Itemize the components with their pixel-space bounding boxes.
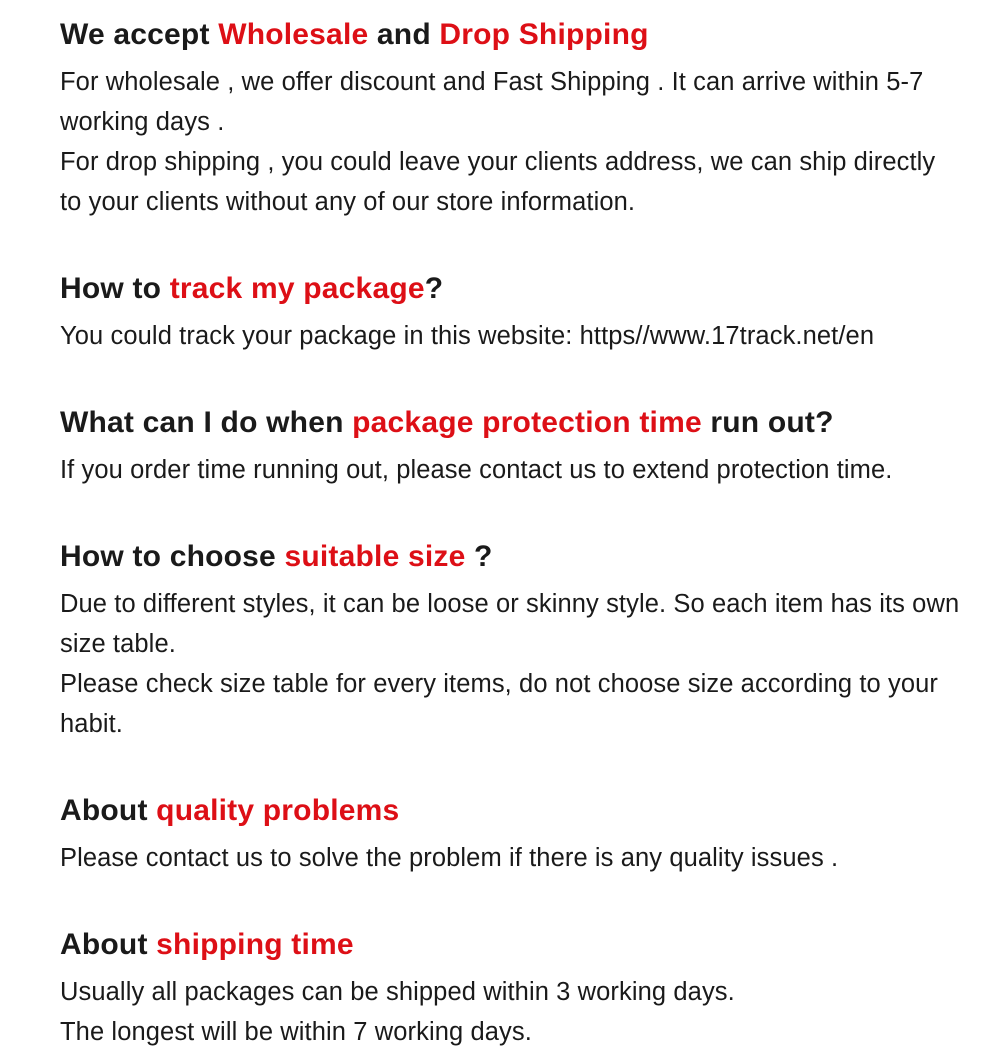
body-line: The longest will be within 7 working days. (60, 1018, 532, 1046)
heading-part: ? (424, 272, 444, 305)
heading-part-highlight: package protection time (352, 406, 702, 439)
section-heading (60, 268, 960, 310)
body-line: Please check size table for every items, do not choose size according to your (60, 670, 938, 698)
faq-section-shipping-time (60, 924, 960, 1052)
section-heading (60, 402, 960, 444)
body-line: If you order time running out, please contact us to extend protection time. (60, 456, 893, 484)
heading-part: About (60, 794, 157, 827)
heading-part: and (368, 18, 440, 51)
heading-part: About (60, 928, 157, 961)
faq-section-protection (60, 402, 960, 490)
body-line-tracking-url: You could track your package in this website: https//www.17track.net/en (60, 322, 875, 350)
faq-section-size (60, 536, 960, 744)
heading-part-highlight: track my package (169, 272, 425, 305)
heading-part-highlight: Drop Shipping (439, 18, 649, 51)
section-heading (60, 790, 960, 832)
body-line: size table. (60, 630, 176, 658)
body-line: working days . (60, 108, 225, 136)
heading-part-highlight: suitable size (284, 540, 466, 573)
heading-part: We accept (60, 18, 219, 51)
heading-part: How to (60, 272, 170, 305)
section-heading (60, 14, 960, 56)
faq-section-wholesale (60, 14, 960, 222)
heading-part: ? (465, 540, 493, 573)
body-line: For wholesale , we offer discount and Fast Shipping . It can arrive within 5-7 (60, 68, 924, 96)
faq-section-quality (60, 790, 960, 878)
faq-section-tracking (60, 268, 960, 356)
body-line: habit. (60, 710, 123, 738)
body-line: For drop shipping , you could leave your clients address, we can ship directly (60, 148, 936, 176)
body-line: to your clients without any of our store information. (60, 188, 636, 216)
section-heading (60, 536, 960, 578)
body-line: Due to different styles, it can be loose or skinny style. So each item has its own (60, 590, 960, 618)
heading-part-highlight: Wholesale (218, 18, 369, 51)
heading-part: What can I do when (60, 406, 353, 439)
body-line: Usually all packages can be shipped within 3 working days. (60, 978, 735, 1006)
heading-part: run out? (701, 406, 834, 439)
heading-part-highlight: quality problems (156, 794, 400, 827)
section-heading (60, 924, 960, 966)
body-line: Please contact us to solve the problem if there is any quality issues . (60, 844, 839, 872)
heading-part-highlight: shipping time (156, 928, 354, 961)
heading-part: How to choose (60, 540, 285, 573)
